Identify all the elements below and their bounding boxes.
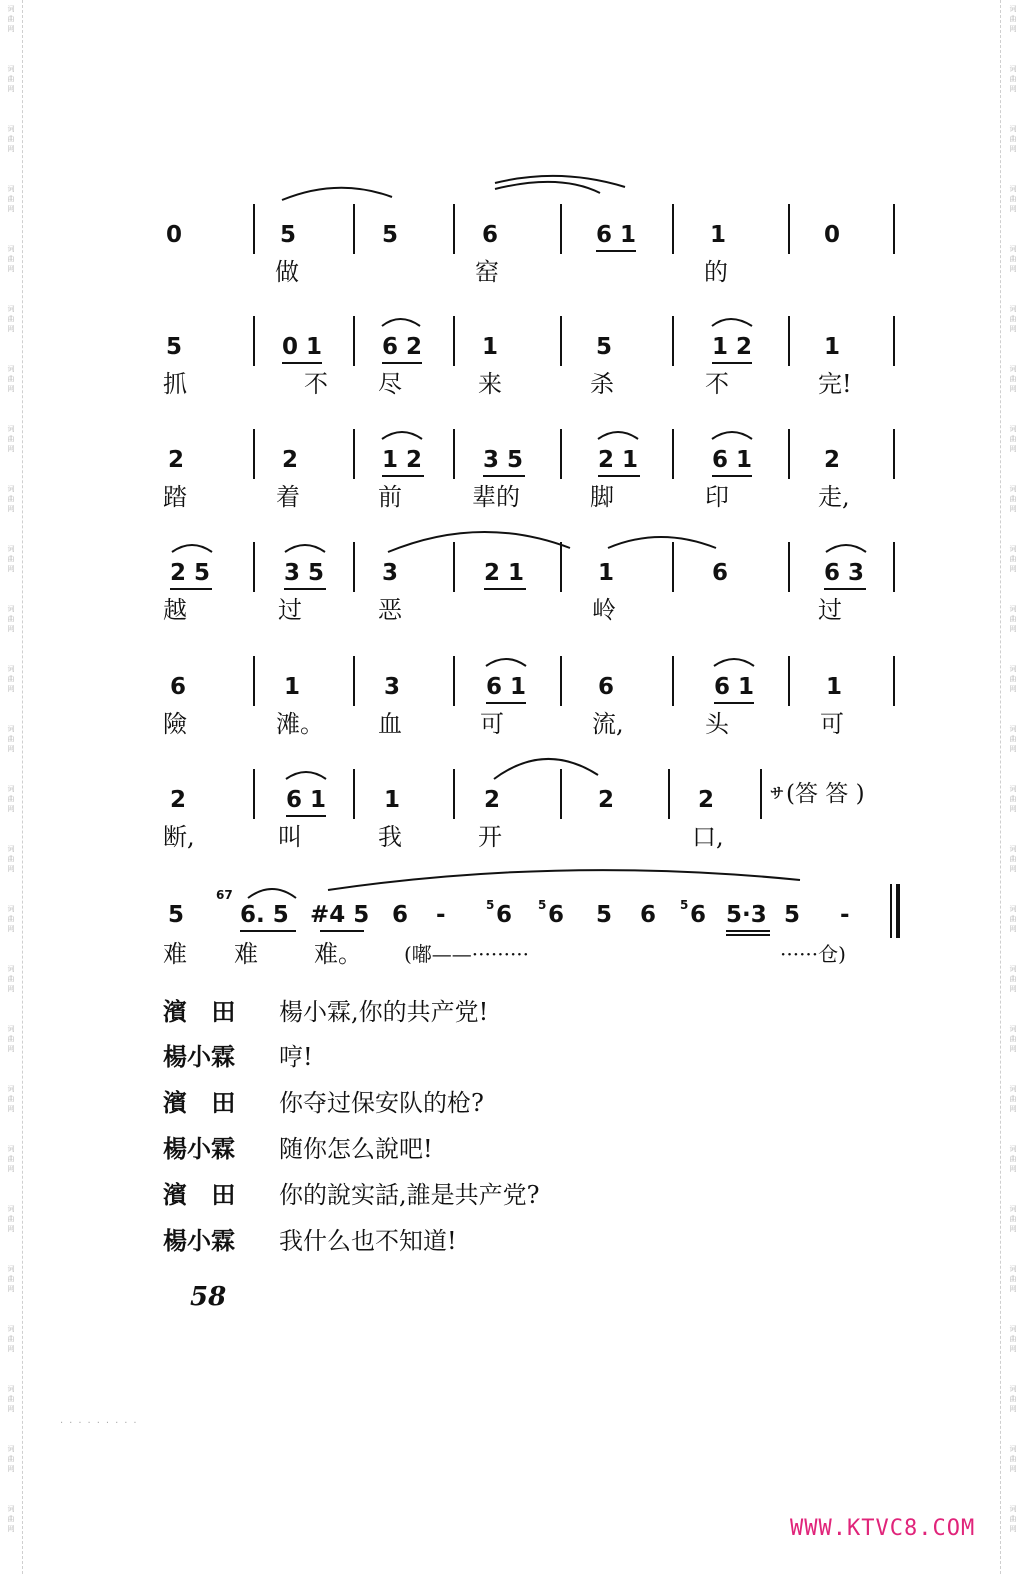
side-watermark: 词 曲 网 <box>7 1085 15 1113</box>
note: 0 <box>824 222 841 248</box>
barline <box>253 769 255 819</box>
note: 1 2 <box>382 447 423 473</box>
scan-artifact: ········· <box>60 1418 143 1429</box>
note: 6 <box>482 222 499 248</box>
side-watermark: 词 曲 网 <box>1009 545 1017 573</box>
side-watermark: 词 曲 网 <box>7 605 15 633</box>
side-watermark: 词 曲 网 <box>1009 305 1017 333</box>
underline <box>382 362 422 364</box>
barline <box>788 656 790 706</box>
lyric: 头 <box>705 710 729 738</box>
underline <box>170 588 212 590</box>
side-watermark: 词 曲 网 <box>7 545 15 573</box>
note: 2 <box>282 447 299 473</box>
barline <box>893 204 895 254</box>
lyric: 来 <box>478 370 502 398</box>
underline <box>240 930 296 932</box>
barline <box>560 204 562 254</box>
note: 6 3 <box>824 560 865 586</box>
barline <box>788 204 790 254</box>
note: 5 <box>168 902 185 928</box>
side-watermark: 词 曲 网 <box>1009 1265 1017 1293</box>
dialogue-text: 随你怎么說吧! <box>279 1135 433 1163</box>
barline <box>253 542 255 592</box>
dialogue-text: 楊小霖,你的共产党! <box>279 998 489 1026</box>
note: 5 <box>382 222 399 248</box>
side-watermark: 词 曲 网 <box>7 1505 15 1533</box>
note: 5 <box>166 334 183 360</box>
note: 1 2 <box>712 334 753 360</box>
note: 6 <box>548 902 565 928</box>
grace-note: 5 <box>486 898 495 912</box>
underline <box>712 475 752 477</box>
side-watermark: 词 曲 网 <box>1009 725 1017 753</box>
note: 1 <box>384 787 401 813</box>
underline <box>712 362 752 364</box>
side-watermark: 词 曲 网 <box>1009 1205 1017 1233</box>
barline <box>788 542 790 592</box>
note: 6 1 <box>286 787 327 813</box>
lyric: 开 <box>478 823 502 851</box>
note: 6 <box>496 902 513 928</box>
barline <box>353 769 355 819</box>
side-watermark: 词 曲 网 <box>7 305 15 333</box>
lyric: 窑 <box>475 258 499 286</box>
speaker-name: 楊小霖 <box>163 1227 235 1255</box>
side-watermark: 词 曲 网 <box>7 65 15 93</box>
barline <box>353 542 355 592</box>
note: 2 <box>168 447 185 473</box>
side-watermark: 词 曲 网 <box>1009 785 1017 813</box>
underline <box>284 588 326 590</box>
underline <box>483 475 525 477</box>
underline <box>714 702 754 704</box>
note: 2 5 <box>170 560 211 586</box>
barline <box>893 656 895 706</box>
note: 6 <box>170 674 187 700</box>
underline <box>484 588 526 590</box>
barline <box>560 769 562 819</box>
side-watermark: 词 曲 网 <box>1009 245 1017 273</box>
grace-note: 5 <box>680 898 689 912</box>
side-watermark: 词 曲 网 <box>7 665 15 693</box>
note: 1 <box>284 674 301 700</box>
barline <box>453 656 455 706</box>
barline <box>672 204 674 254</box>
lyric: 岭 <box>592 596 616 624</box>
note: 0 <box>166 222 183 248</box>
grace-notes: 67 <box>216 888 233 902</box>
side-watermark: 词 曲 网 <box>1009 845 1017 873</box>
side-watermark: 词 曲 网 <box>1009 365 1017 393</box>
speaker-name: 楊小霖 <box>163 1043 235 1071</box>
note: 2 1 <box>598 447 639 473</box>
lyric: 滩。 <box>276 710 324 738</box>
note: 5 <box>784 902 801 928</box>
barline <box>253 204 255 254</box>
barline <box>760 769 762 819</box>
lyric: 过 <box>278 596 302 624</box>
barline <box>453 769 455 819</box>
barline <box>453 316 455 366</box>
note: 2 <box>824 447 841 473</box>
note: 1 <box>482 334 499 360</box>
underline <box>282 362 322 364</box>
underline <box>726 930 770 932</box>
barline <box>453 429 455 479</box>
barline <box>672 429 674 479</box>
side-watermark: 词 曲 网 <box>7 905 15 933</box>
note: 5·3 <box>726 902 767 928</box>
underline <box>726 934 770 936</box>
side-watermark: 词 曲 网 <box>7 245 15 273</box>
note: 1 <box>710 222 727 248</box>
note: 2 <box>698 787 715 813</box>
note: - <box>840 902 850 928</box>
barline <box>672 542 674 592</box>
barline <box>353 656 355 706</box>
side-watermark: 词 曲 网 <box>1009 5 1017 33</box>
underline <box>486 702 526 704</box>
barline <box>353 429 355 479</box>
lyric: 越 <box>163 596 187 624</box>
lyric: 走, <box>818 483 850 511</box>
side-watermark: 词 曲 网 <box>1009 1445 1017 1473</box>
dialogue-text: 我什么也不知道! <box>279 1227 457 1255</box>
barline <box>890 884 892 938</box>
note: #4 5 <box>310 902 370 928</box>
side-watermark: 词 曲 网 <box>1009 65 1017 93</box>
side-watermark: 词 曲 网 <box>7 1325 15 1353</box>
note: 6 <box>392 902 409 928</box>
lyric: 口, <box>692 823 724 851</box>
note: 6 1 <box>486 674 527 700</box>
side-watermark: 词 曲 网 <box>1009 425 1017 453</box>
side-watermark: 词 曲 网 <box>7 1385 15 1413</box>
side-watermark: 词 曲 网 <box>7 1145 15 1173</box>
lyric: 断, <box>163 823 195 851</box>
note: 1 <box>826 674 843 700</box>
underline <box>320 930 364 932</box>
note: - <box>436 902 446 928</box>
note: サ <box>770 786 784 802</box>
barline <box>560 542 562 592</box>
side-watermark: 词 曲 网 <box>7 185 15 213</box>
note: 5 <box>280 222 297 248</box>
note: 5 <box>596 902 613 928</box>
note: 6 1 <box>596 222 637 248</box>
left-page-border <box>22 0 23 1574</box>
note: (答 答 ) <box>786 781 865 807</box>
barline <box>560 316 562 366</box>
barline <box>453 204 455 254</box>
side-watermark: 词 曲 网 <box>7 5 15 33</box>
note: 1 <box>598 560 615 586</box>
note: 6 <box>690 902 707 928</box>
lyric: 血 <box>378 710 402 738</box>
note: 6. 5 <box>240 902 289 928</box>
side-watermark: 词 曲 网 <box>1009 1025 1017 1053</box>
right-page-border <box>1000 0 1001 1574</box>
lyric: 恶 <box>378 596 402 624</box>
side-watermark: 词 曲 网 <box>1009 1385 1017 1413</box>
barline <box>668 769 670 819</box>
lyric: 踏 <box>163 483 187 511</box>
note: 6 1 <box>714 674 755 700</box>
barline <box>788 316 790 366</box>
barline <box>788 429 790 479</box>
lyric: 过 <box>818 596 842 624</box>
side-watermark: 词 曲 网 <box>7 1265 15 1293</box>
side-watermark: 词 曲 网 <box>1009 905 1017 933</box>
side-watermark: 词 曲 网 <box>1009 125 1017 153</box>
lyric: 辈的 <box>472 483 520 511</box>
barline <box>672 656 674 706</box>
note: 2 <box>598 787 615 813</box>
side-watermark: 词 曲 网 <box>7 425 15 453</box>
lyric: 着 <box>276 483 300 511</box>
note: 6 1 <box>712 447 753 473</box>
lyric: 前 <box>378 483 402 511</box>
side-watermark: 词 曲 网 <box>1009 485 1017 513</box>
note: 3 5 <box>284 560 325 586</box>
lyric: 做 <box>275 258 299 286</box>
final-barline <box>896 884 900 938</box>
note: 5 <box>596 334 613 360</box>
side-watermark: 词 曲 网 <box>7 485 15 513</box>
lyric: 不 <box>705 370 729 398</box>
barline <box>253 429 255 479</box>
lyric: 險 <box>163 710 187 738</box>
note: 6 2 <box>382 334 423 360</box>
side-watermark: 词 曲 网 <box>1009 1505 1017 1533</box>
speaker-name: 濱 田 <box>163 1181 244 1209</box>
barline <box>353 204 355 254</box>
grace-note: 5 <box>538 898 547 912</box>
lyric: ······仓) <box>780 942 846 966</box>
note: 1 <box>824 334 841 360</box>
side-watermark: 词 曲 网 <box>1009 605 1017 633</box>
speaker-name: 楊小霖 <box>163 1135 235 1163</box>
underline <box>824 588 866 590</box>
side-watermark: 词 曲 网 <box>1009 965 1017 993</box>
note: 3 <box>384 674 401 700</box>
barline <box>893 316 895 366</box>
lyric: 我 <box>378 823 402 851</box>
side-watermark: 词 曲 网 <box>7 785 15 813</box>
barline <box>893 429 895 479</box>
note: 6 <box>712 560 729 586</box>
note: 3 5 <box>483 447 524 473</box>
side-watermark: 词 曲 网 <box>7 365 15 393</box>
lyric: 难。 <box>314 940 362 968</box>
lyric: 完! <box>818 370 852 398</box>
note: 2 1 <box>484 560 525 586</box>
barline <box>893 542 895 592</box>
lyric: 难 <box>234 940 258 968</box>
barline <box>560 656 562 706</box>
note: 6 <box>640 902 657 928</box>
underline <box>382 475 424 477</box>
underline <box>286 815 326 817</box>
dialogue-text: 你的說实話,誰是共产党? <box>279 1181 540 1209</box>
lyric: 脚 <box>590 483 614 511</box>
note: 0 1 <box>282 334 323 360</box>
underline <box>596 250 636 252</box>
lyric: 杀 <box>590 370 614 398</box>
side-watermark: 词 曲 网 <box>7 845 15 873</box>
barline <box>672 316 674 366</box>
lyric: 流, <box>592 710 624 738</box>
lyric: 可 <box>820 710 844 738</box>
lyric: 印 <box>705 483 729 511</box>
side-watermark: 词 曲 网 <box>1009 1085 1017 1113</box>
side-watermark: 词 曲 网 <box>7 965 15 993</box>
lyric: 尽 <box>378 370 402 398</box>
lyric: (嘟——········· <box>404 942 530 966</box>
side-watermark: 词 曲 网 <box>7 1205 15 1233</box>
side-watermark: 词 曲 网 <box>7 1025 15 1053</box>
side-watermark: 词 曲 网 <box>7 125 15 153</box>
barline <box>253 656 255 706</box>
lyric: 的 <box>704 258 728 286</box>
side-watermark: 词 曲 网 <box>1009 665 1017 693</box>
lyric: 难 <box>163 940 187 968</box>
dialogue-text: 你夺过保安队的枪? <box>279 1089 484 1117</box>
underline <box>598 475 640 477</box>
barline <box>353 316 355 366</box>
side-watermark: 词 曲 网 <box>1009 185 1017 213</box>
lyric: 不 <box>304 370 328 398</box>
barline <box>453 542 455 592</box>
dialogue-text: 哼! <box>279 1043 313 1071</box>
note: 6 <box>598 674 615 700</box>
note: 2 <box>484 787 501 813</box>
note: 3 <box>382 560 399 586</box>
speaker-name: 濱 田 <box>163 1089 244 1117</box>
lyric: 抓 <box>163 370 187 398</box>
site-watermark: WWW.KTVC8.COM <box>790 1516 976 1541</box>
side-watermark: 词 曲 网 <box>1009 1145 1017 1173</box>
barline <box>253 316 255 366</box>
barline <box>560 429 562 479</box>
lyric: 可 <box>480 710 504 738</box>
side-watermark: 词 曲 网 <box>7 1445 15 1473</box>
page-number: 58 <box>190 1282 227 1312</box>
side-watermark: 词 曲 网 <box>1009 1325 1017 1353</box>
note: 2 <box>170 787 187 813</box>
side-watermark: 词 曲 网 <box>7 725 15 753</box>
lyric: 叫 <box>278 823 302 851</box>
speaker-name: 濱 田 <box>163 998 244 1026</box>
